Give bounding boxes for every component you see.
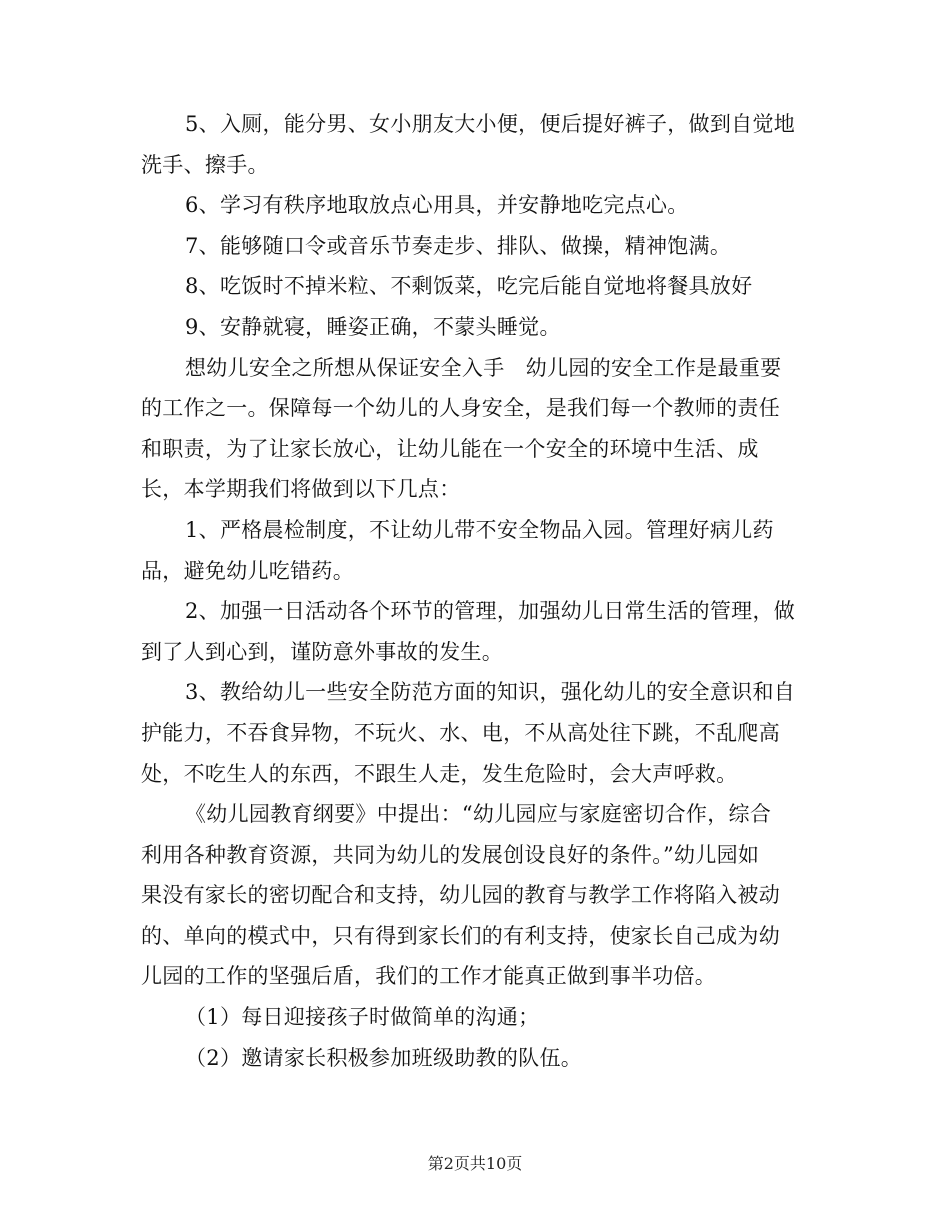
text-line: 护能力，不吞食异物，不玩火、水、电，不从高处往下跳，不乱爬高 bbox=[141, 720, 780, 745]
text-line: 到了人到心到，谨防意外事故的发生。 bbox=[141, 639, 504, 664]
text-line: 的工作之一。保障每一个幼儿的人身安全，是我们每一个教师的责任 bbox=[141, 396, 780, 421]
page-number-footer: 第2页共10页 bbox=[427, 1154, 523, 1173]
text-line: 《幼儿园教育纲要》中提出：“幼儿园应与家庭密切合作，综合 bbox=[185, 802, 772, 827]
text-line: 儿园的工作的坚强后盾，我们的工作才能真正做到事半功倍。 bbox=[141, 964, 717, 989]
text-line: 和职责，为了让家长放心，让幼儿能在一个安全的环境中生活、成 bbox=[141, 436, 759, 461]
text-line: （2）邀请家长积极参加班级助教的队伍。 bbox=[185, 1045, 583, 1070]
text-line: 6、学习有秩序地取放点心用具，并安静地吃完点心。 bbox=[185, 193, 689, 218]
text-line: 想幼儿安全之所想从保证安全入手 幼儿园的安全工作是最重要 bbox=[185, 355, 782, 380]
text-line: 3、教给幼儿一些安全防范方面的知识，强化幼儿的安全意识和自 bbox=[185, 680, 796, 705]
text-line: 处，不吃生人的东西，不跟生人走，发生危险时，会大声呼救。 bbox=[141, 761, 738, 786]
text-line: （1）每日迎接孩子时做简单的沟通； bbox=[185, 1005, 540, 1030]
text-line: 2、加强一日活动各个环节的管理，加强幼儿日常生活的管理，做 bbox=[185, 599, 796, 624]
text-line: 洗手、擦手。 bbox=[141, 152, 269, 177]
text-line: 5、入厕，能分男、女小朋友大小便，便后提好裤子，做到自觉地 bbox=[185, 112, 796, 136]
text-line: 长，本学期我们将做到以下几点： bbox=[141, 477, 461, 502]
text-line: 9、安静就寝，睡姿正确，不蒙头睡觉。 bbox=[185, 314, 561, 339]
document-body bbox=[141, 104, 811, 1078]
text-line: 利用各种教育资源，共同为幼儿的发展创设良好的条件。”幼儿园如 bbox=[141, 842, 760, 867]
text-line: 7、能够随口令或音乐节奏走步、排队、做操，精神饱满。 bbox=[185, 233, 732, 258]
text-line: 品，避免幼儿吃错药。 bbox=[141, 558, 354, 583]
text-line: 1、严格晨检制度，不让幼儿带不安全物品入园。管理好病儿药 bbox=[185, 517, 774, 542]
text-line: 的、单向的模式中，只有得到家长们的有利支持，使家长自己成为幼 bbox=[141, 923, 780, 948]
text-line: 果没有家长的密切配合和支持，幼儿园的教育与教学工作将陷入被动 bbox=[141, 883, 780, 908]
text-line: 8、吃饭时不掉米粒、不剩饭菜，吃完后能自觉地将餐具放好 bbox=[185, 274, 753, 299]
